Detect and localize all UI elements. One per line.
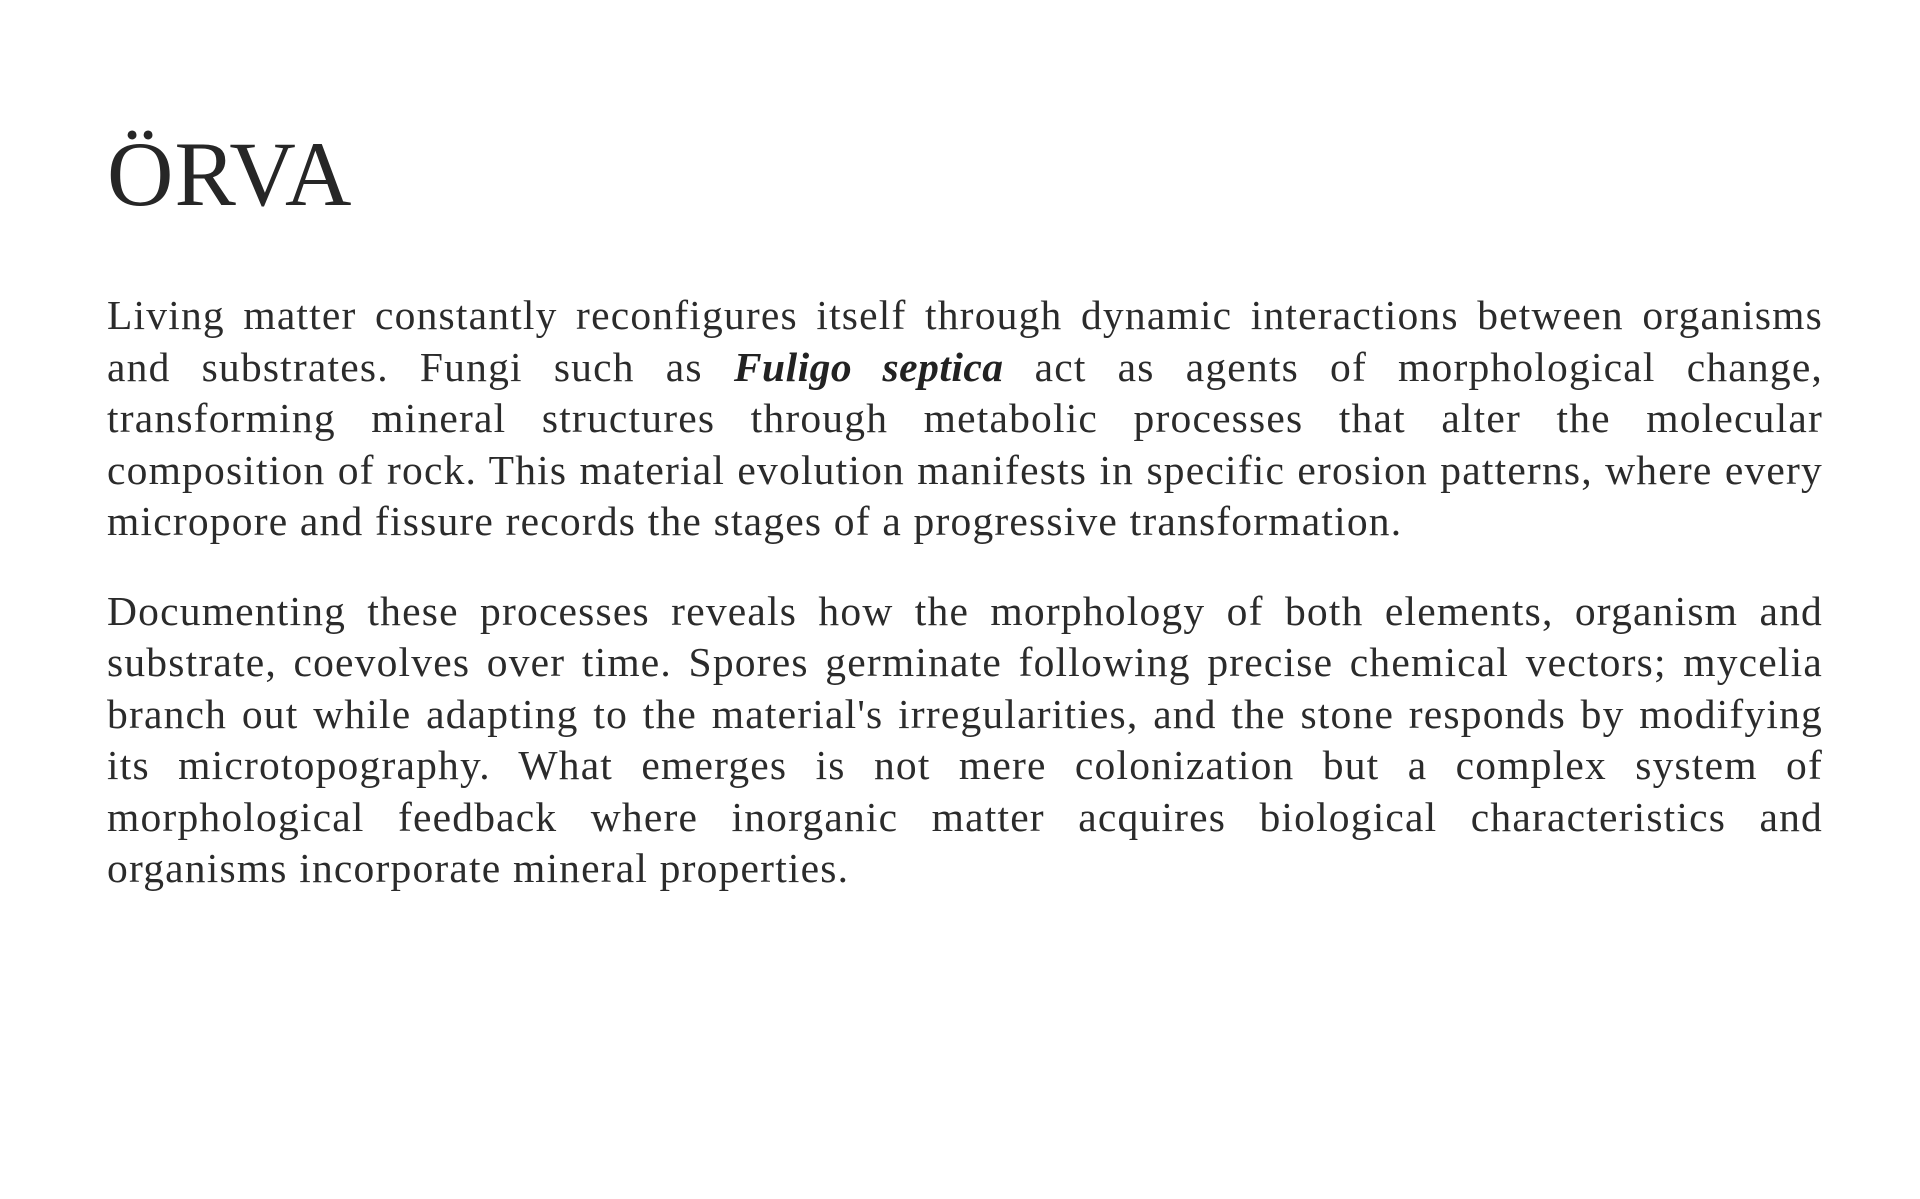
body-text — [107, 290, 1823, 895]
document-page — [107, 123, 1824, 933]
species-name: Fuligo septica — [733, 343, 1004, 390]
paragraph-intro-rest: act as agents of morphological change, transforming mineral structures through metabolic processes that alter the molecular composition of rock. This material evolution manifests in specific erosion patterns, where every micropore and fissure records the stages of a progressive transformation. — [107, 343, 1824, 544]
paragraph-intro — [107, 290, 1823, 548]
paragraph-intro-lead: Living matter constantly reconfigures itself through dynamic interactions between organisms and substrates. Fungi such as — [107, 292, 1823, 390]
paragraph-documentation: Documenting these processes reveals how the morphology of both elements, organism and substrate, coevolves over time. Spores germinate following precise chemical vectors; mycelia branch out while adapting to the material's irregularities, and the stone responds by modifying its microtopography. What emerges is not mere colonization but a complex system of morphological feedback where inorganic matter acquires biological characteristics and organisms incorporate mineral properties. — [107, 587, 1823, 891]
brand-title: ÖRVA — [107, 123, 353, 225]
